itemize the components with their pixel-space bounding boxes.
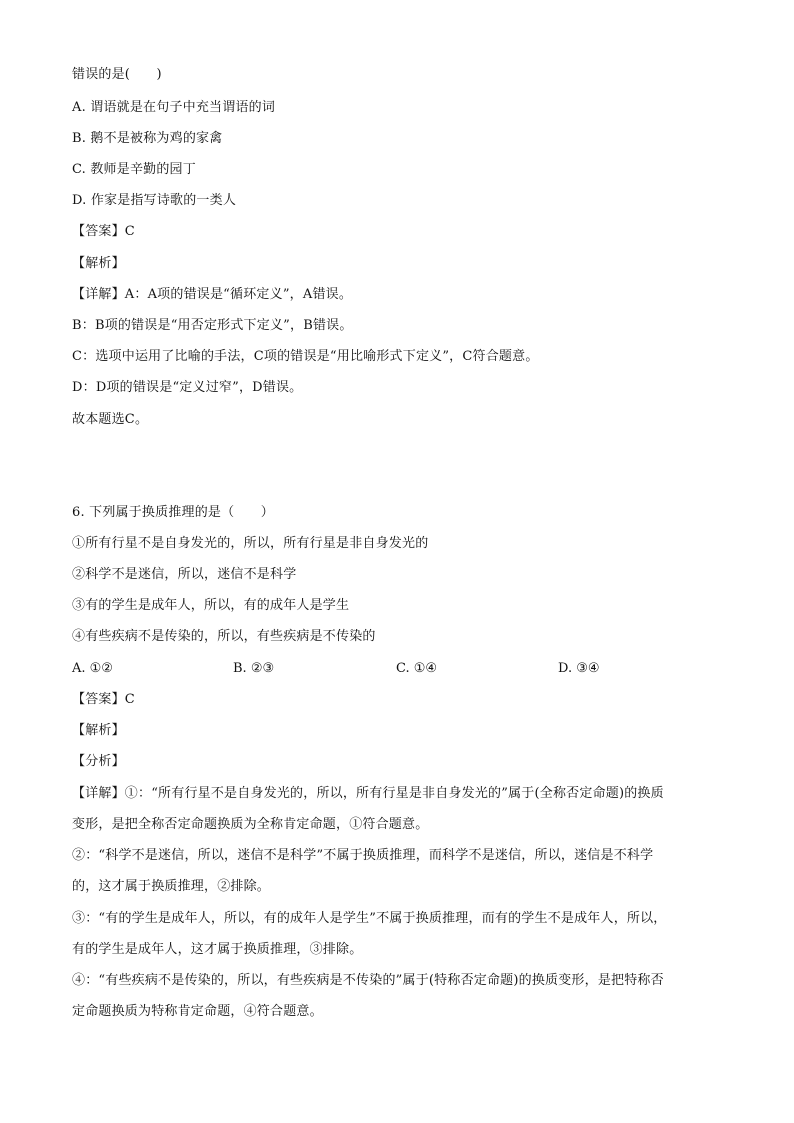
statement-1: ①所有行星不是自身发光的，所以，所有行星是非自身发光的 — [72, 536, 429, 551]
statement-3: ③有的学生是成年人，所以，有的成年人是学生 — [72, 598, 350, 613]
statement-2: ②科学不是迷信，所以，迷信不是科学 — [72, 567, 297, 582]
detail-line: 有的学生是成年人，这才属于换质推理，③排除。 — [72, 942, 363, 957]
detail-line: 变形，是把全称否定命题换质为全称肯定命题，①符合题意。 — [72, 817, 429, 832]
analysis-label: 【解析】 — [72, 723, 125, 738]
choice-b: B. ②③ — [233, 661, 275, 676]
option-b: B. 鹅不是被称为鸡的家禽 — [72, 131, 223, 146]
choice-a: A. ①② — [72, 661, 113, 676]
fenxi-label: 【分析】 — [72, 754, 125, 769]
choice-c: C. ①④ — [396, 661, 438, 676]
analysis-label: 【解析】 — [72, 256, 125, 271]
detail-line: 定命题换质为特称肯定命题，④符合题意。 — [72, 1004, 323, 1019]
statement-4: ④有些疾病不是传染的，所以，有些疾病是不传染的 — [72, 629, 376, 644]
conclusion-line: 故本题选C。 — [72, 412, 149, 427]
question-tail: 错误的是( ) — [72, 67, 162, 82]
detail-line: D：D项的错误是“定义过窄”，D错误。 — [72, 380, 303, 395]
answer: 【答案】C — [72, 224, 135, 239]
detail-line: 【详解】A：A项的错误是“循环定义”，A错误。 — [72, 287, 353, 302]
detail-line: ④：“有些疾病不是传染的，所以，有些疾病是不传染的”属于(特称否定命题)的换质变形，是把特称否 — [72, 973, 664, 988]
question-6: 6. 下列属于换质推理的是（ ） — [72, 505, 274, 520]
detail-line: ③：“有的学生是成年人，所以，有的成年人是学生”不属于换质推理，而有的学生不是成年人，所以， — [72, 911, 667, 926]
detail-line: B：B项的错误是“用否定形式下定义”，B错误。 — [72, 318, 353, 333]
answer: 【答案】C — [72, 692, 135, 707]
choice-d: D. ③④ — [558, 661, 600, 676]
detail-line: C：选项中运用了比喻的手法，C项的错误是“用比喻形式下定义”，C符合题意。 — [72, 349, 539, 364]
detail-line: 的，这才属于换质推理，②排除。 — [72, 879, 271, 894]
detail-line: ②：“科学不是迷信，所以，迷信不是科学”不属于换质推理，而科学不是迷信，所以，迷信是不科学 — [72, 848, 654, 863]
option-a: A. 谓语就是在句子中充当谓语的词 — [72, 100, 276, 115]
option-d: D. 作家是指写诗歌的一类人 — [72, 193, 237, 208]
option-c: C. 教师是辛勤的园丁 — [72, 162, 196, 177]
document-page — [72, 0, 732, 1123]
detail-line: 【详解】①：“所有行星不是自身发光的，所以，所有行星是非自身发光的”属于(全称否定命题)的换质 — [72, 786, 664, 801]
